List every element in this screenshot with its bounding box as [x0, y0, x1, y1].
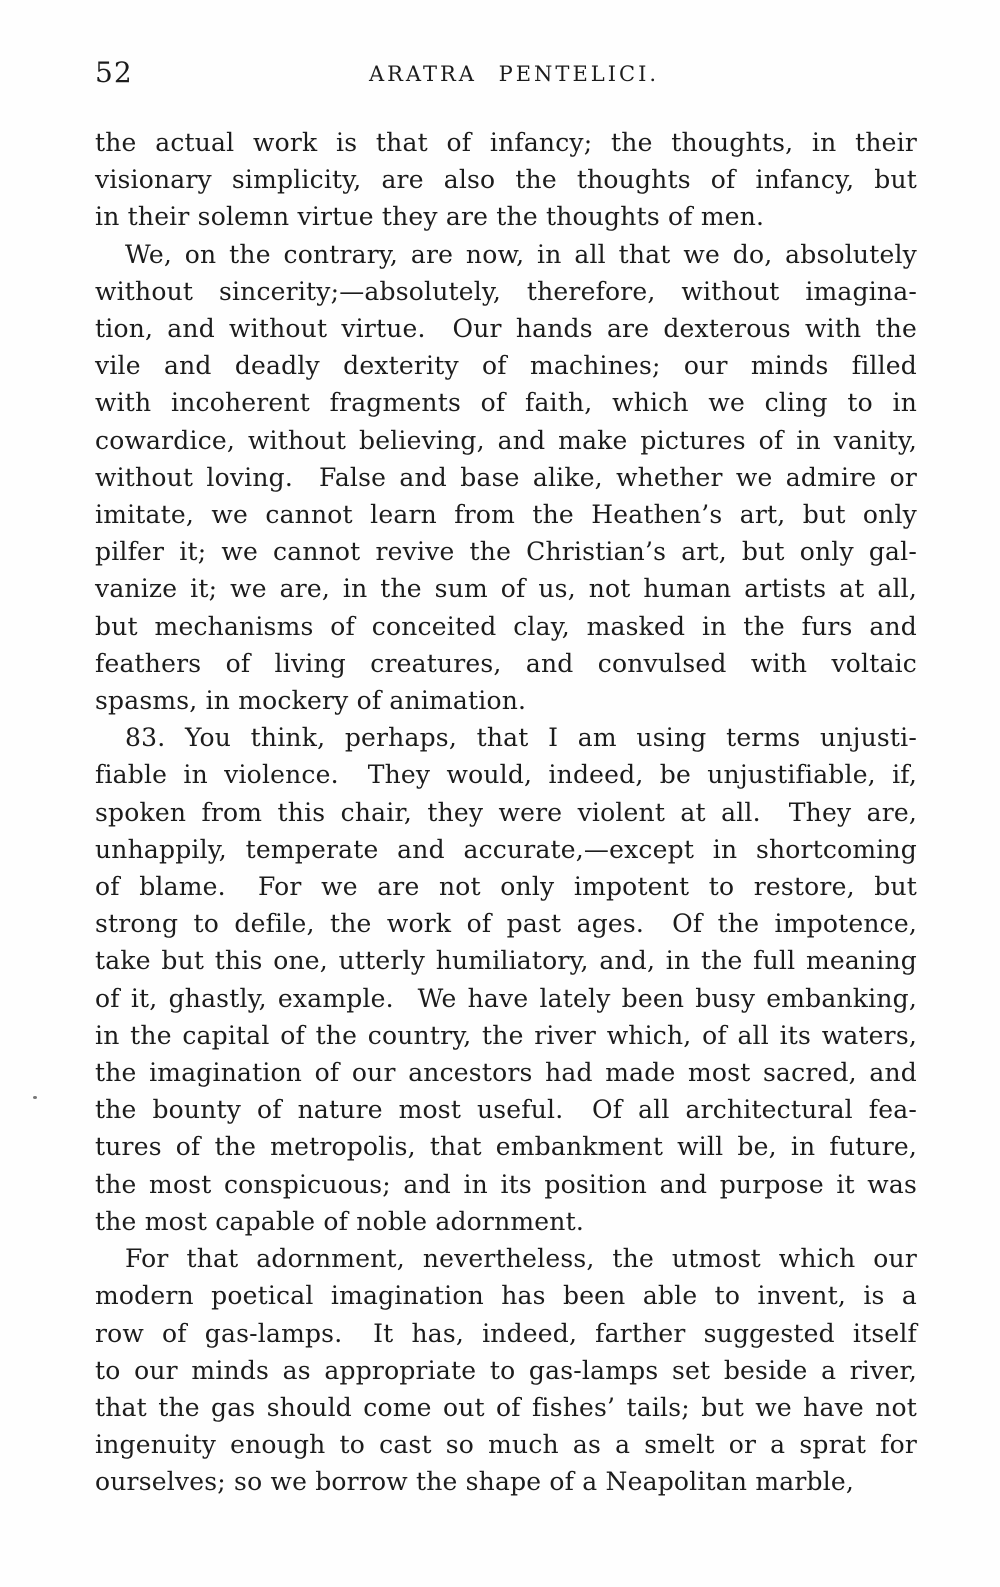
paragraph [95, 124, 917, 236]
text-line: of blame. For we are not only impotent to restore, but [95, 872, 917, 902]
text-line: strong to defile, the work of past ages. Of the impotence, [95, 909, 917, 939]
text-line: row of gas-lamps. It has, indeed, farther suggested itself [95, 1318, 917, 1348]
text-line: the actual work is that of infancy; the thoughts, in their [95, 128, 917, 157]
text-line: without loving. False and base alike, whether we admire or [95, 462, 917, 492]
text-line: in the capital of the country, the river which, of all its waters, [95, 1020, 917, 1050]
text-line: that the gas should come out of fishes’ tails; but we have not [95, 1392, 917, 1422]
text-line: in their solemn virtue they are the thoughts of men. [95, 202, 765, 232]
text-line: fiable in violence. They would, indeed, be unjustifiable, if, [95, 760, 917, 790]
text-line: spoken from this chair, they were violent at all. They are, [95, 797, 917, 827]
text-line: imitate, we cannot learn from the Heathen’s art, but only [95, 500, 917, 530]
text-line: For that adornment, nevertheless, the utmost which our [125, 1244, 917, 1274]
text-line: the most capable of noble adornment. [95, 1206, 584, 1236]
page-number: 52 [95, 56, 133, 89]
text-line: the bounty of nature most useful. Of all architectural fea- [95, 1095, 917, 1125]
body-text [95, 124, 917, 1501]
text-line: We, on the contrary, are now, in all that we do, absolutely [125, 239, 917, 269]
text-line: 83. You think, perhaps, that I am using terms unjusti- [125, 723, 917, 753]
text-line: ingenuity enough to cast so much as a smelt or a sprat for [95, 1430, 917, 1460]
text-line: spasms, in mockery of animation. [95, 686, 527, 716]
paragraph [95, 236, 917, 720]
scan-speck-artifact [33, 1096, 37, 1099]
text-line: take but this one, utterly humiliatory, and, in the full meaning [95, 946, 917, 976]
text-line: the imagination of our ancestors had made most sacred, and [95, 1058, 917, 1088]
text-line: pilfer it; we cannot revive the Christian’s art, but only gal- [95, 537, 917, 567]
text-line: vile and deadly dexterity of machines; our minds filled [95, 351, 917, 381]
text-line: without sincerity;—absolutely, therefore, without imagina- [95, 276, 917, 306]
text-line: vanize it; we are, in the sum of us, not human artists at all, [95, 574, 917, 604]
text-line: feathers of living creatures, and convulsed with voltaic [95, 648, 917, 678]
text-line: unhappily, temperate and accurate,—except in shortcoming [95, 834, 917, 864]
text-line: tures of the metropolis, that embankment will be, in future, [95, 1132, 917, 1162]
text-line: ourselves; so we borrow the shape of a Neapolitan marble, [95, 1467, 855, 1497]
running-head [95, 56, 915, 100]
paragraph [95, 719, 917, 1240]
paragraph [95, 1240, 917, 1500]
text-line: with incoherent fragments of faith, which we cling to in [95, 388, 917, 418]
text-line: modern poetical imagination has been able to invent, is a [95, 1281, 917, 1311]
running-title: ARATRA PENTELICI. [368, 62, 660, 86]
text-line: visionary simplicity, are also the thoughts of infancy, but [95, 165, 917, 195]
text-line: to our minds as appropriate to gas-lamps set beside a river, [95, 1355, 917, 1385]
text-line: cowardice, without believing, and make pictures of in vanity, [95, 425, 917, 455]
text-line: tion, and without virtue. Our hands are dexterous with the [95, 314, 917, 344]
text-line: of it, ghastly, example. We have lately been busy embanking, [95, 983, 917, 1013]
text-line: but mechanisms of conceited clay, masked in the furs and [95, 611, 917, 641]
text-line: the most conspicuous; and in its position and purpose it was [95, 1169, 917, 1199]
